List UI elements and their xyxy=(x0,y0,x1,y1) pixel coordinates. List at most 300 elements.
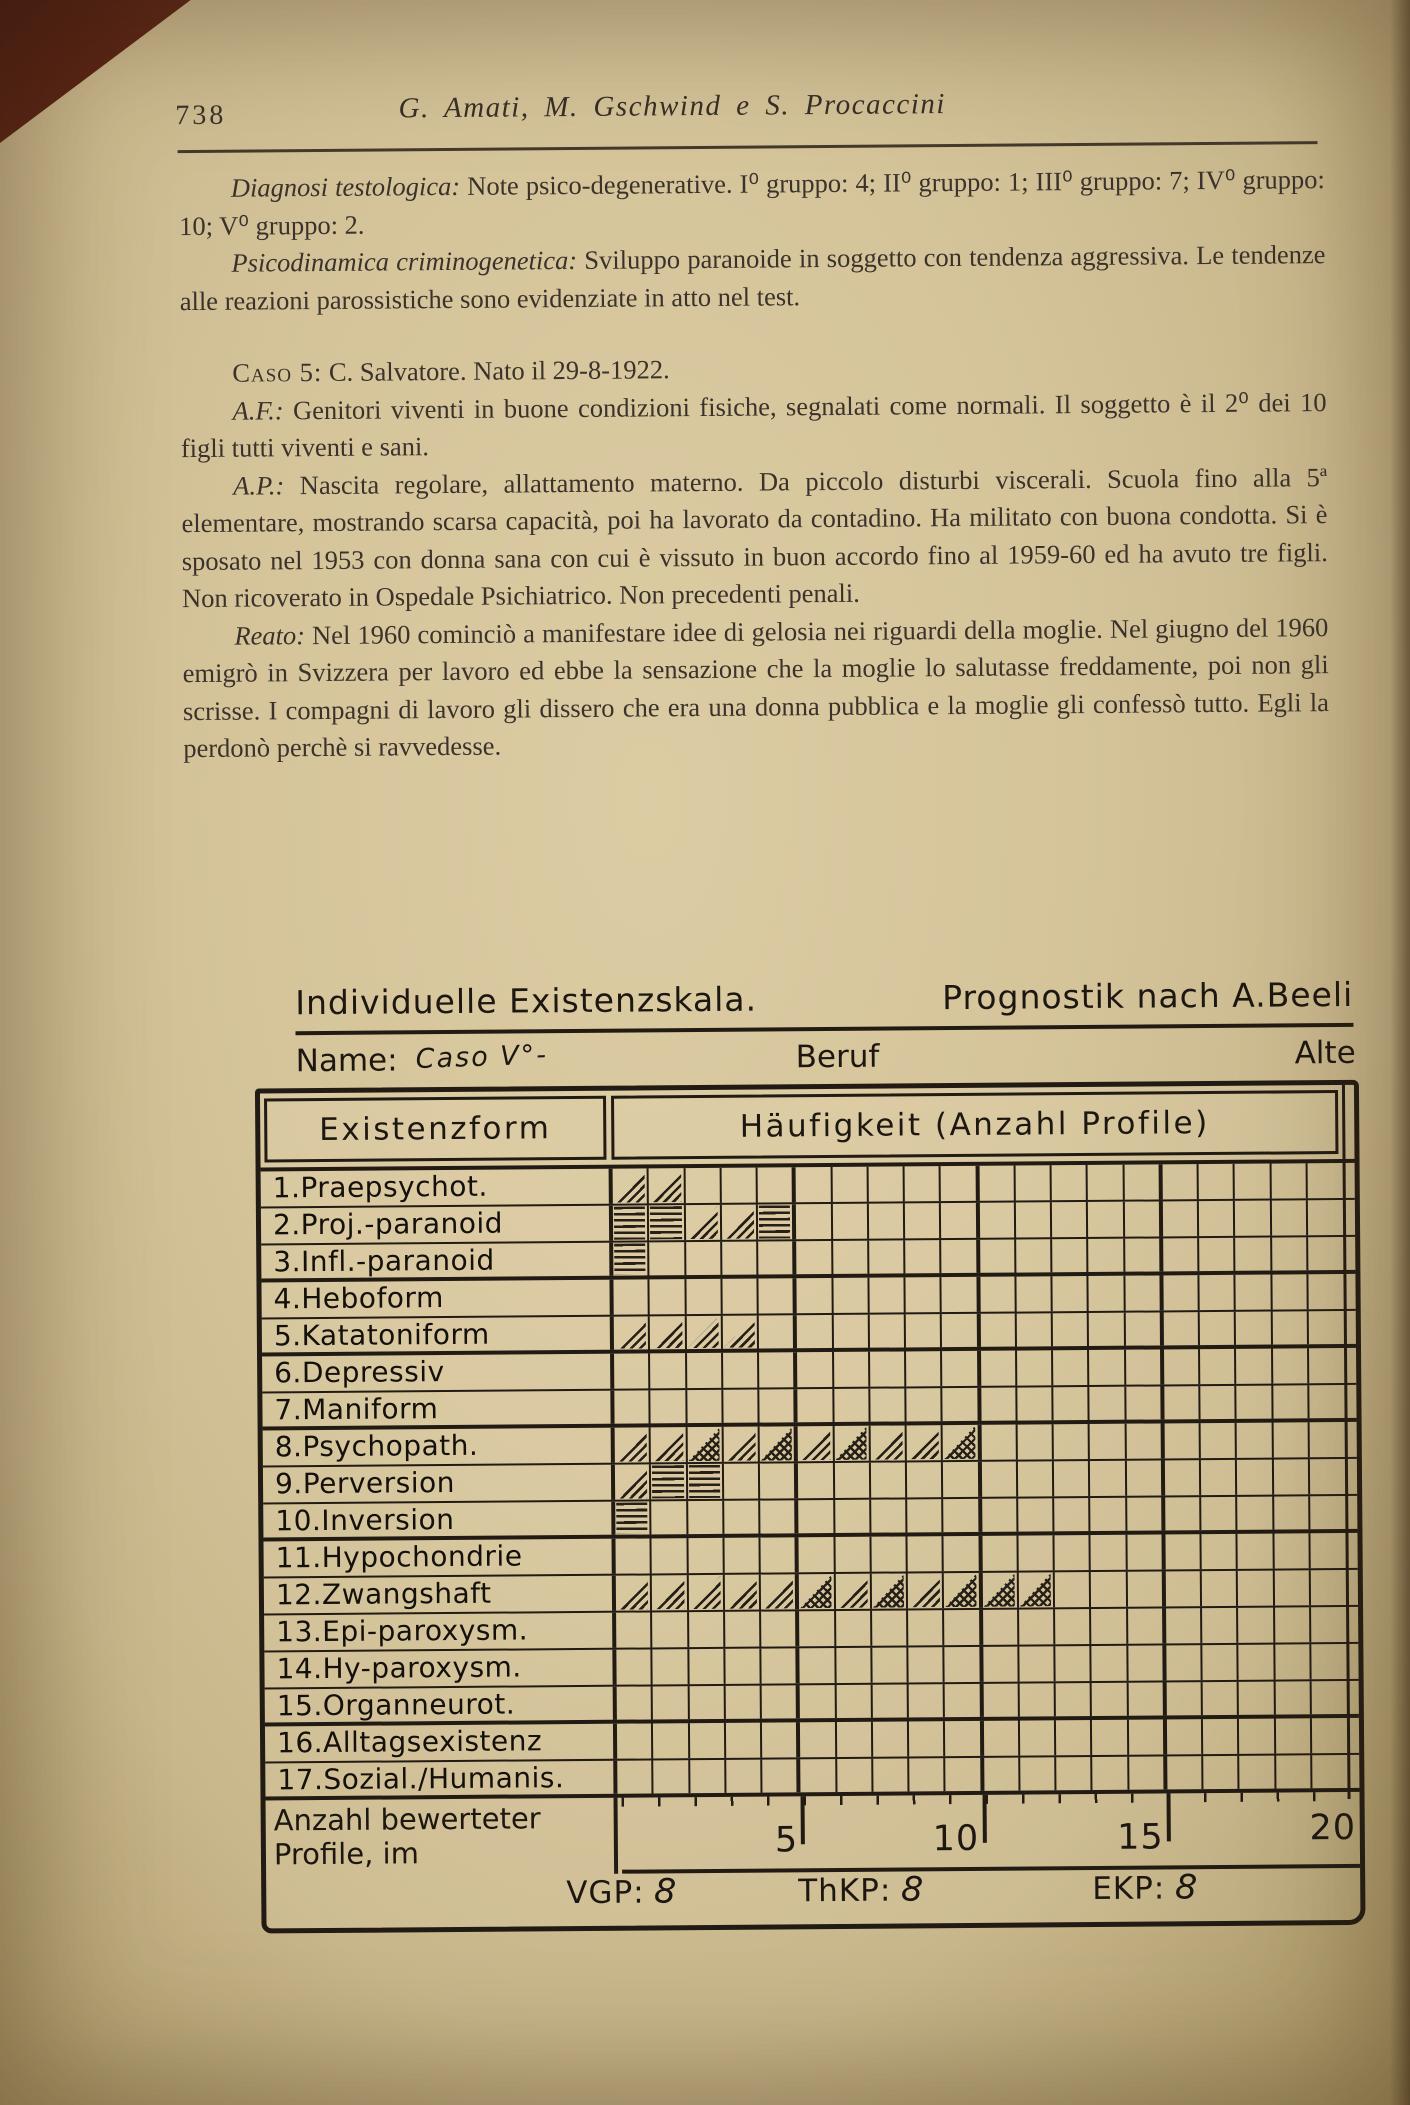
tally-mark-cell xyxy=(982,1573,1019,1608)
grid-cell xyxy=(872,1610,909,1645)
grid-cell xyxy=(983,1684,1020,1717)
grid-cell xyxy=(983,1610,1020,1645)
grid-cell xyxy=(943,1499,982,1532)
paragraph-lead: Reato: xyxy=(234,619,306,651)
grid-cell xyxy=(1165,1460,1202,1495)
tally-mark-cell xyxy=(943,1425,982,1460)
grid-cell xyxy=(653,1649,690,1684)
grid-cell xyxy=(1166,1682,1203,1715)
grid-cell xyxy=(836,1648,873,1683)
grid-cell xyxy=(799,1537,836,1572)
grid-cell xyxy=(613,1279,650,1314)
grid-cell xyxy=(653,1723,690,1758)
row-cells xyxy=(615,1459,1344,1500)
grid-cell xyxy=(836,1685,873,1718)
grid-cell xyxy=(1239,1645,1276,1680)
grid-cell xyxy=(908,1647,945,1682)
row-cells xyxy=(616,1570,1345,1611)
grid-cell xyxy=(1052,1276,1089,1311)
grid-cell xyxy=(688,1501,725,1534)
tally-mark-cell xyxy=(615,1501,652,1534)
grid-cell xyxy=(1020,1720,1057,1755)
table-footer xyxy=(266,1792,1361,1925)
grid-cell xyxy=(1089,1350,1126,1385)
grid-cell xyxy=(1275,1607,1312,1642)
grid-cell xyxy=(1017,1387,1054,1420)
grid-cell xyxy=(724,1464,761,1499)
row-label: 11.Hypochondrie xyxy=(263,1539,615,1577)
grid-cell xyxy=(1163,1238,1200,1271)
grid-cell xyxy=(1053,1387,1090,1420)
tally-mark-cell xyxy=(649,1205,686,1240)
grid-cell xyxy=(723,1353,760,1388)
row-cells xyxy=(613,1163,1342,1204)
grid-cell xyxy=(982,1536,1019,1571)
grid-cell xyxy=(869,1277,906,1312)
grid-cell xyxy=(905,1203,942,1238)
tally-mark-cell xyxy=(1019,1572,1056,1607)
row-label: 2.Proj.-paranoid xyxy=(261,1206,613,1244)
grid-cell xyxy=(685,1168,722,1203)
grid-cell xyxy=(1165,1497,1202,1530)
grid-cell xyxy=(979,1203,1016,1238)
grid-cell xyxy=(1200,1349,1237,1384)
grid-cell xyxy=(1125,1275,1164,1310)
grid-cell xyxy=(1165,1534,1202,1569)
grid-cell xyxy=(1311,1681,1346,1714)
grid-cell xyxy=(614,1390,651,1423)
grid-cell xyxy=(614,1353,651,1388)
grid-cell xyxy=(983,1721,1020,1756)
grid-cell xyxy=(1164,1423,1201,1458)
grid-cell xyxy=(942,1351,981,1386)
grid-cell xyxy=(1092,1757,1129,1790)
grid-cell xyxy=(1201,1497,1238,1530)
grid-cell xyxy=(1053,1313,1090,1346)
grid-cell xyxy=(834,1463,871,1498)
grid-cell xyxy=(907,1499,944,1532)
row-cells xyxy=(614,1348,1343,1389)
grid-cell xyxy=(725,1649,762,1684)
thkp-score xyxy=(798,1869,924,1910)
grid-cell xyxy=(1203,1756,1240,1789)
grid-cell xyxy=(1090,1387,1127,1420)
grid-cell xyxy=(800,1722,837,1757)
grid-cell xyxy=(1091,1572,1128,1607)
grid-cell xyxy=(1309,1422,1344,1457)
ekp-score xyxy=(1092,1867,1198,1908)
grid-cell xyxy=(873,1758,910,1791)
grid-cell xyxy=(1054,1461,1091,1496)
grid-cell xyxy=(689,1612,726,1647)
grid-cell xyxy=(1235,1201,1272,1236)
grid-cell xyxy=(1125,1312,1164,1345)
row-label: 7.Maniform xyxy=(262,1391,614,1427)
tally-mark-cell xyxy=(758,1204,797,1239)
row-cells xyxy=(614,1385,1343,1424)
grid-cell xyxy=(1162,1164,1199,1199)
grid-cell xyxy=(1167,1719,1204,1754)
row-cells xyxy=(613,1237,1342,1276)
grid-cell xyxy=(800,1759,837,1792)
grid-cell xyxy=(906,1351,943,1386)
grid-cell xyxy=(1203,1682,1240,1715)
grid-cell xyxy=(909,1758,946,1791)
grid-cell xyxy=(1237,1497,1274,1530)
grid-cell xyxy=(687,1390,724,1423)
grid-cell xyxy=(689,1723,726,1758)
grid-cell xyxy=(1016,1313,1053,1346)
tally-mark-cell xyxy=(907,1425,944,1460)
grid-cell xyxy=(1089,1276,1126,1311)
row-cells xyxy=(613,1200,1342,1241)
row-label: 15.Organneurot. xyxy=(265,1687,617,1723)
row-cells xyxy=(617,1681,1346,1720)
grid-cell xyxy=(1092,1720,1129,1755)
axis-scale xyxy=(622,1792,1361,1874)
grid-cell xyxy=(1019,1646,1056,1681)
grid-cell xyxy=(1308,1200,1343,1235)
paragraph-text: Genitori viventi in buone condizioni fisiche, segnalati come normali. Il soggetto è il 2⁰ dei 10 figli tutti viventi e sani. xyxy=(180,386,1327,464)
header-rule xyxy=(178,141,1318,153)
row-label: 3.Infl.-paranoid xyxy=(261,1243,613,1279)
grid-cell xyxy=(1088,1202,1125,1237)
grid-cell xyxy=(1235,1164,1272,1199)
grid-cell xyxy=(1016,1202,1053,1237)
grid-cell xyxy=(1127,1497,1166,1530)
grid-cell xyxy=(942,1277,981,1312)
grid-cell xyxy=(1202,1571,1239,1606)
grid-cell xyxy=(1090,1424,1127,1459)
paragraph-diagnosi xyxy=(179,161,1326,245)
grid-cell xyxy=(1128,1645,1167,1680)
grid-cell xyxy=(1273,1385,1310,1418)
grid-cell xyxy=(796,1241,833,1274)
vgp-value-handwritten: 8 xyxy=(653,1871,679,1913)
axis-tick-label: 20 xyxy=(1309,1807,1357,1849)
grid-cell xyxy=(1126,1460,1165,1495)
grid-cell xyxy=(1018,1535,1055,1570)
grid-cell xyxy=(1017,1350,1054,1385)
grid-cell xyxy=(1126,1349,1165,1384)
grid-cell xyxy=(1164,1386,1201,1419)
thkp-value-handwritten: 8 xyxy=(900,1869,926,1911)
beruf-label: Beruf xyxy=(795,1038,880,1076)
grid-cell xyxy=(723,1390,760,1423)
grid-cell xyxy=(833,1241,870,1274)
grid-cell xyxy=(836,1722,873,1757)
grid-cell xyxy=(800,1685,837,1718)
row-label: 10.Inversion xyxy=(263,1502,615,1538)
grid-cell xyxy=(1273,1422,1310,1457)
grid-cell xyxy=(1055,1572,1092,1607)
row-cells xyxy=(616,1607,1345,1648)
form-title-right: Prognostik nach A.Beeli xyxy=(942,974,1354,1018)
grid-cell xyxy=(1052,1239,1089,1272)
grid-cell xyxy=(906,1314,943,1347)
major-tick-5 xyxy=(800,1796,804,1844)
grid-cell xyxy=(1092,1646,1129,1681)
grid-cell xyxy=(1088,1239,1125,1272)
tally-mark-cell xyxy=(613,1242,650,1275)
grid-cell xyxy=(1090,1461,1127,1496)
grid-cell xyxy=(725,1686,762,1719)
grid-cell xyxy=(1272,1274,1309,1309)
grid-cell xyxy=(1273,1348,1310,1383)
row-label: 1.Praepsychot. xyxy=(261,1169,613,1207)
row-cells xyxy=(615,1422,1344,1463)
grid-cell xyxy=(1202,1608,1239,1643)
grid-cell xyxy=(837,1759,874,1792)
grid-cell xyxy=(1273,1459,1310,1494)
grid-cell xyxy=(1056,1757,1093,1790)
grid-cell xyxy=(1128,1719,1167,1754)
grid-rows xyxy=(261,1163,1360,1801)
grid-cell xyxy=(1201,1460,1238,1495)
grid-cell xyxy=(1090,1498,1127,1531)
grid-cell xyxy=(760,1500,799,1533)
ekp-value-handwritten: 8 xyxy=(1174,1866,1200,1909)
grid-cell xyxy=(1055,1646,1092,1681)
grid-cell xyxy=(1203,1719,1240,1754)
grid-cell xyxy=(1238,1608,1275,1643)
tally-mark-cell xyxy=(799,1574,836,1609)
vgp-label: VGP: xyxy=(566,1874,645,1912)
footer-label-line2: Profile, im xyxy=(273,1836,420,1872)
grid-cell xyxy=(983,1647,1020,1682)
grid-cell xyxy=(688,1538,725,1573)
grid-cell xyxy=(650,1353,687,1388)
grid-cell xyxy=(798,1500,835,1533)
grid-cell xyxy=(1311,1644,1346,1679)
grid-cell xyxy=(649,1242,686,1275)
tally-mark-cell xyxy=(650,1316,687,1349)
paragraph-af xyxy=(180,384,1327,468)
row-cells xyxy=(617,1755,1346,1794)
grid-cell xyxy=(724,1538,761,1573)
grid-cell xyxy=(1167,1756,1204,1789)
grid-cell xyxy=(1309,1348,1344,1383)
grid-cell xyxy=(981,1351,1018,1386)
grid-cell xyxy=(796,1167,833,1202)
grid-cell xyxy=(1015,1165,1052,1200)
grid-cell xyxy=(1236,1275,1273,1310)
grid-cell xyxy=(1271,1163,1308,1198)
tally-mark-cell xyxy=(686,1316,723,1349)
grid-cell xyxy=(1054,1498,1091,1531)
grid-cell xyxy=(906,1388,943,1421)
grid-cell xyxy=(1053,1350,1090,1385)
grid-cell xyxy=(1310,1496,1345,1529)
grid-cell xyxy=(871,1499,908,1532)
grid-cell xyxy=(942,1314,981,1347)
grid-cell xyxy=(799,1611,836,1646)
tally-mark-cell xyxy=(649,1168,686,1203)
grid-cell xyxy=(1308,1274,1343,1309)
grid-cell xyxy=(1275,1681,1312,1714)
tally-mark-cell xyxy=(687,1427,724,1462)
grid-cell xyxy=(1016,1239,1053,1272)
grid-cell xyxy=(722,1279,759,1314)
tally-mark-cell xyxy=(908,1573,945,1608)
grid-cell xyxy=(1128,1608,1167,1643)
running-head: G. Amati, M. Gschwind e S. Procaccini xyxy=(398,88,947,125)
grid-cell xyxy=(760,1537,799,1572)
row-label: 9.Perversion xyxy=(263,1465,615,1503)
grid-cell xyxy=(871,1536,908,1571)
grid-cell xyxy=(981,1388,1018,1421)
grid-cell xyxy=(905,1166,942,1201)
tally-mark-cell xyxy=(615,1464,652,1499)
major-tick-15 xyxy=(1166,1793,1170,1841)
tally-mark-cell xyxy=(614,1316,651,1349)
grid-cell xyxy=(1163,1201,1200,1236)
header-haeufigkeit: Häufigkeit (Anzahl Profile) xyxy=(611,1090,1338,1160)
paragraph-lead: Psicodinamica criminogenetica: xyxy=(231,244,578,278)
grid-cell xyxy=(652,1612,689,1647)
grid-cell xyxy=(690,1760,727,1793)
grid-cell xyxy=(725,1612,762,1647)
grid-cell xyxy=(832,1204,869,1239)
grid-cell xyxy=(1088,1165,1125,1200)
grid-cell xyxy=(872,1647,909,1682)
grid-cell xyxy=(1166,1571,1203,1606)
paragraph-text: C. Salvatore. Nato il 29-8-1922. xyxy=(328,354,670,387)
grid-cell xyxy=(1019,1609,1056,1644)
grid-cell xyxy=(797,1278,834,1313)
paragraph-text: Nel 1960 cominciò a manifestare idee di gelosia nei riguardi della moglie. Nel giugno del 1960 emigrò in Svizzera per lavoro ed ebbe la sensazione che la moglie lo salutasse freddamente, poi non gli scrisse. I compagni di lavoro gli dissero che era una donna pubblica e la moglie gli confessò tutto. Egli la perdonò perchè si ravvedesse. xyxy=(182,611,1330,764)
grid-cell xyxy=(1166,1645,1203,1680)
grid-cell xyxy=(616,1649,653,1684)
grid-cell xyxy=(1236,1312,1273,1345)
paragraph-text: Nascita regolare, allattamento materno. Da piccolo disturbi viscerali. Scuola fino alla 5ª elementare, mostrando scarsa capacità, poi ha lavorato da contadino. Ha militato con buona condotta. Si è sposato nel 1953 con donna sana con cui è vissuto in buon accordo fino al 1959-60 ed ha avuto tre figli. Non ricoverato in Ospedale Psichiatrico. Non precedenti penali. xyxy=(181,461,1328,614)
grid-cell xyxy=(1272,1237,1309,1270)
grid-cell xyxy=(762,1685,801,1718)
grid-cell xyxy=(1200,1312,1237,1345)
grid-cell xyxy=(760,1463,799,1498)
grid-cell xyxy=(1200,1386,1237,1419)
grid-cell xyxy=(1239,1682,1276,1715)
grid-cell xyxy=(758,1167,797,1202)
grid-cell xyxy=(907,1462,944,1497)
axis-tick-label: 5 xyxy=(774,1820,799,1861)
grid-cell xyxy=(616,1612,653,1647)
row-cells xyxy=(615,1496,1344,1535)
tally-mark-cell xyxy=(688,1575,725,1610)
grid-cell xyxy=(617,1760,654,1793)
grid-cell xyxy=(1129,1756,1168,1789)
page-edge-shadow xyxy=(1390,0,1410,2105)
grid-cell xyxy=(759,1352,798,1387)
row-label: 6.Depressiv xyxy=(262,1354,614,1392)
grid-cell xyxy=(1310,1533,1345,1568)
grid-cell xyxy=(617,1686,654,1719)
grid-cell xyxy=(909,1721,946,1756)
tally-mark-cell xyxy=(798,1426,835,1461)
grid-cell xyxy=(872,1684,909,1717)
row-label: 8.Psychopath. xyxy=(263,1428,615,1466)
grid-cell xyxy=(1166,1608,1203,1643)
grid-cell xyxy=(762,1759,801,1792)
ekp-label: EKP: xyxy=(1092,1870,1166,1907)
row-cells xyxy=(617,1718,1346,1759)
tally-mark-cell xyxy=(723,1427,760,1462)
grid-cell xyxy=(943,1462,982,1497)
grid-cell xyxy=(721,1168,758,1203)
tally-mark-cell xyxy=(722,1316,759,1349)
grid-cell xyxy=(758,1241,797,1274)
grid-cell xyxy=(1239,1719,1276,1754)
grid-cell xyxy=(981,1425,1018,1460)
grid-cell xyxy=(722,1242,759,1275)
grid-cell xyxy=(1054,1535,1091,1570)
grid-cell xyxy=(1271,1200,1308,1235)
form-title-left: Individuelle Existenzskala. xyxy=(295,979,758,1023)
form-title xyxy=(295,975,1353,1035)
grid-cell xyxy=(834,1352,871,1387)
grid-cell xyxy=(1201,1534,1238,1569)
grid-cell xyxy=(1312,1755,1347,1788)
grid-cell xyxy=(726,1723,763,1758)
grid-cell xyxy=(1163,1312,1200,1345)
grid-cell xyxy=(869,1240,906,1273)
grid-cell xyxy=(1052,1165,1089,1200)
table-header xyxy=(260,1085,1355,1172)
grid-cell xyxy=(1274,1496,1311,1529)
grid-cell xyxy=(1235,1238,1272,1271)
tally-mark-cell xyxy=(651,1427,688,1462)
grid-cell xyxy=(835,1500,872,1533)
tally-mark-cell xyxy=(651,1464,688,1499)
tally-mark-cell xyxy=(870,1425,907,1460)
grid-cell xyxy=(1202,1645,1239,1680)
name-value-handwritten: Caso V°- xyxy=(415,1039,549,1075)
grid-cell xyxy=(1199,1164,1236,1199)
grid-cell xyxy=(1018,1498,1055,1531)
grid-cell xyxy=(1272,1311,1309,1344)
grid-cell xyxy=(797,1352,834,1387)
grid-cell xyxy=(798,1389,835,1422)
grid-cell xyxy=(686,1242,723,1275)
grid-cell xyxy=(1124,1164,1163,1199)
grid-cell xyxy=(870,1388,907,1421)
grid-cell xyxy=(1309,1385,1344,1418)
grid-cell xyxy=(797,1315,834,1348)
grid-cell xyxy=(762,1722,801,1757)
grid-cell xyxy=(944,1536,983,1571)
grid-cell xyxy=(870,1351,907,1386)
row-label: 4.Heboform xyxy=(261,1280,613,1318)
grid-cell xyxy=(796,1204,833,1239)
paragraph-ap xyxy=(181,459,1328,618)
paragraph-lead: Diagnosi testologica: xyxy=(230,170,461,203)
grid-cell xyxy=(653,1686,690,1719)
grid-cell xyxy=(833,1278,870,1313)
grid-cell xyxy=(873,1721,910,1756)
grid-cell xyxy=(1019,1683,1056,1716)
row-label: 13.Epi-paroxysm. xyxy=(264,1613,616,1651)
grid-cell xyxy=(980,1277,1017,1312)
grid-cell xyxy=(1056,1683,1093,1716)
grid-cell xyxy=(1126,1386,1165,1419)
grid-cell xyxy=(945,1647,984,1682)
grid-cell xyxy=(761,1611,800,1646)
row-cells xyxy=(614,1311,1343,1350)
grid-cell xyxy=(945,1721,984,1756)
tally-mark-cell xyxy=(872,1573,909,1608)
grid-cell xyxy=(761,1648,800,1683)
grid-cell xyxy=(1020,1757,1057,1790)
